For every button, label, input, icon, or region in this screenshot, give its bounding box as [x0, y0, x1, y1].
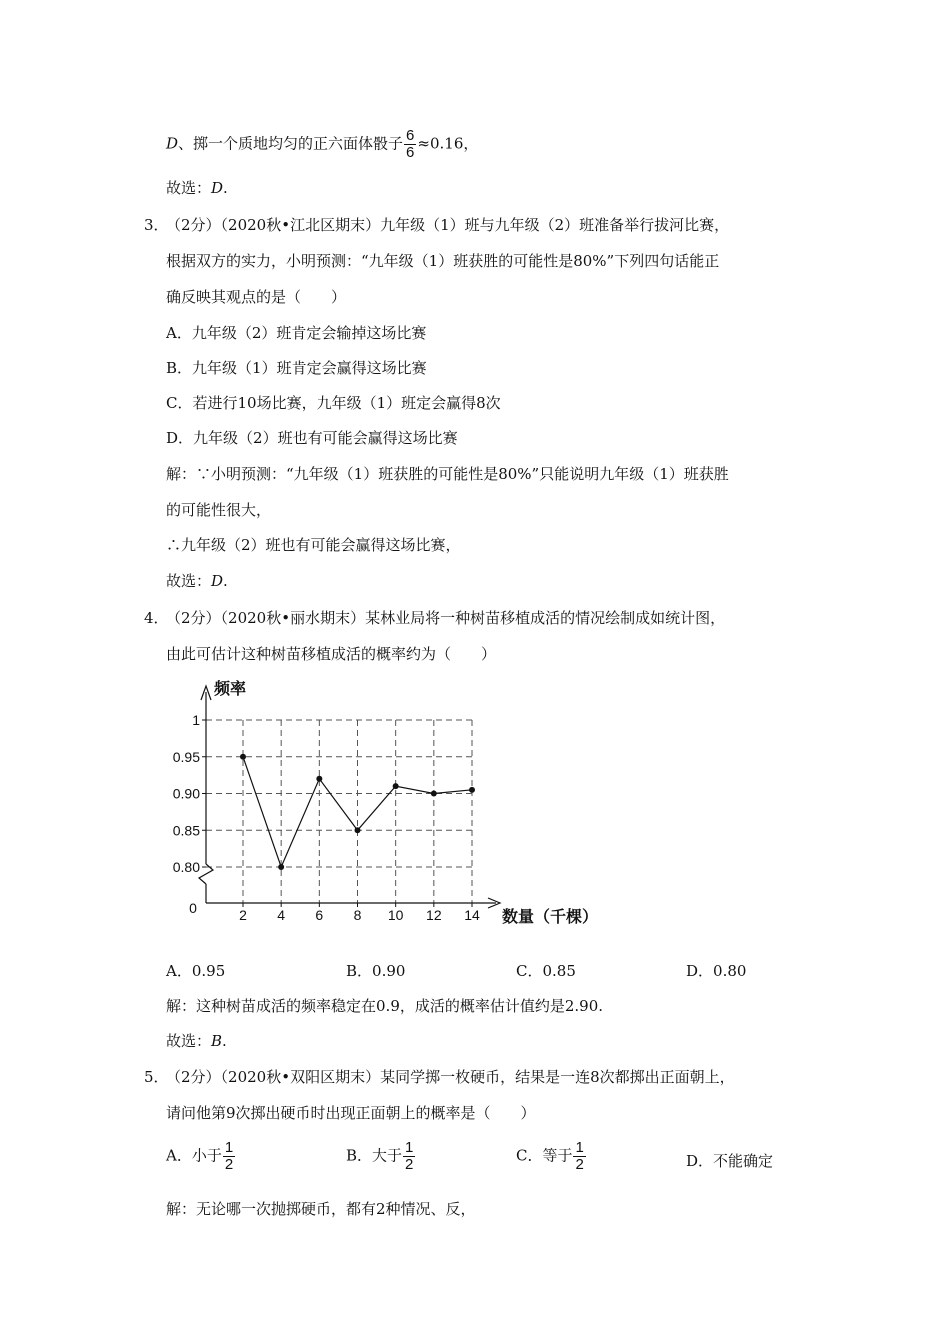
- q4-option-c: C．0.85: [516, 962, 576, 980]
- q3-stem-line3: 确反映其观点的是（ ）: [166, 288, 347, 306]
- q3-option-d: D．九年级（2）班也有可能会赢得这场比赛: [166, 429, 458, 447]
- x-tick-label: 12: [426, 907, 442, 923]
- y-tick-label: 0.95: [172, 748, 200, 765]
- y-tick-label: 0.80: [172, 859, 200, 875]
- data-point: [316, 776, 322, 782]
- x-tick-label: 10: [387, 907, 404, 923]
- q3-option-c: C．若进行10场比赛，九年级（1）班定会赢得8次: [166, 394, 501, 412]
- q3-answer: 故选：D.: [166, 572, 228, 590]
- x-tick-label: 8: [353, 907, 362, 923]
- q5-option-b: B．大于 $\frac{1}{2}$: [346, 1139, 414, 1173]
- fraction-half: $\frac{1}{2}$: [224, 1139, 234, 1173]
- x-tick-label: 6: [315, 907, 324, 923]
- q5-stem-line1: （2分）（2020秋•双阳区期末）某同学掷一枚硬币，结果是一连8次都掷出正面朝上，: [166, 1068, 735, 1086]
- q5-option-c: C．等于 $\frac{1}{2}$: [516, 1139, 584, 1173]
- q3-number: 3．: [144, 216, 169, 234]
- q2-option-d: D、掷一个质地均匀的正六面体骰子 $\frac{6}{6}$ ≈0.16，: [166, 127, 479, 161]
- q4-option-a: A．0.95: [166, 962, 226, 980]
- q5-option-d: D．不能确定: [686, 1152, 774, 1170]
- q5-solution-line1: 解：无论哪一次抛掷硬币，都有2种情况、反，: [166, 1200, 476, 1218]
- y-axis-title: 频率: [214, 681, 247, 698]
- q4-option-d: D．0.80: [686, 962, 747, 980]
- frequency-line-chart: [160, 672, 620, 942]
- q3-solution-line2: 的可能性很大，: [166, 501, 272, 519]
- q4-stem-line2: 由此可估计这种树苗移植成活的概率约为（ ）: [166, 645, 497, 663]
- fraction-half: $\frac{1}{2}$: [405, 1139, 414, 1173]
- y-tick-label: 0.85: [172, 822, 200, 839]
- q3-option-a: A．九年级（2）班肯定会输掉这场比赛: [166, 324, 427, 342]
- q5-number: 5．: [144, 1068, 169, 1086]
- data-point: [469, 787, 475, 793]
- q5-option-a: A．小于 $\frac{1}{2}$: [166, 1139, 234, 1173]
- q3-stem-line2: 根据双方的实力，小明预测：“九年级（1）班获胜的可能性是80%”下列四句话能正: [166, 252, 720, 270]
- q3-option-b: B．九年级（1）班肯定会赢得这场比赛: [166, 359, 427, 377]
- q5-stem-line2: 请问他第9次掷出硬币时出现正面朝上的概率是（ ）: [166, 1104, 536, 1122]
- y-tick-label: 0.90: [172, 785, 200, 802]
- q4-option-b: B．0.90: [346, 962, 406, 980]
- x-tick-label: 4: [277, 907, 286, 923]
- q2-answer: 故选：D.: [166, 179, 228, 197]
- x-axis-title: 数量（千棵）: [502, 909, 599, 926]
- data-point: [393, 783, 399, 789]
- y-tick-label: 1: [192, 712, 200, 728]
- q4-number: 4．: [144, 609, 169, 627]
- data-point: [431, 791, 437, 797]
- data-point: [240, 754, 246, 760]
- data-point: [278, 864, 284, 870]
- origin-label: 0: [189, 900, 197, 916]
- q4-answer: 故选：B.: [166, 1032, 227, 1050]
- q3-solution-line3: ∴九年级（2）班也有可能会赢得这场比赛，: [166, 536, 461, 554]
- q3-solution-line1: 解：∵小明预测：“九年级（1）班获胜的可能性是80%”只能说明九年级（1）班获胜: [166, 465, 729, 483]
- x-tick-label: 2: [239, 907, 247, 923]
- x-tick-label: 14: [464, 907, 480, 923]
- q4-stem-line1: （2分）（2020秋•丽水期末）某林业局将一种树苗移植成活的情况绘制成如统计图，: [166, 609, 726, 627]
- q3-stem-line1: （2分）（2020秋•江北区期末）九年级（1）班与九年级（2）班准备举行拔河比赛，: [166, 216, 730, 234]
- data-point: [355, 827, 361, 833]
- q4-solution: 解：这种树苗成活的频率稳定在0.9，成活的概率估计值约是2.90.: [166, 997, 604, 1015]
- fraction-half: $\frac{1}{2}$: [575, 1139, 584, 1173]
- fraction: $\frac{6}{6}$: [406, 127, 415, 161]
